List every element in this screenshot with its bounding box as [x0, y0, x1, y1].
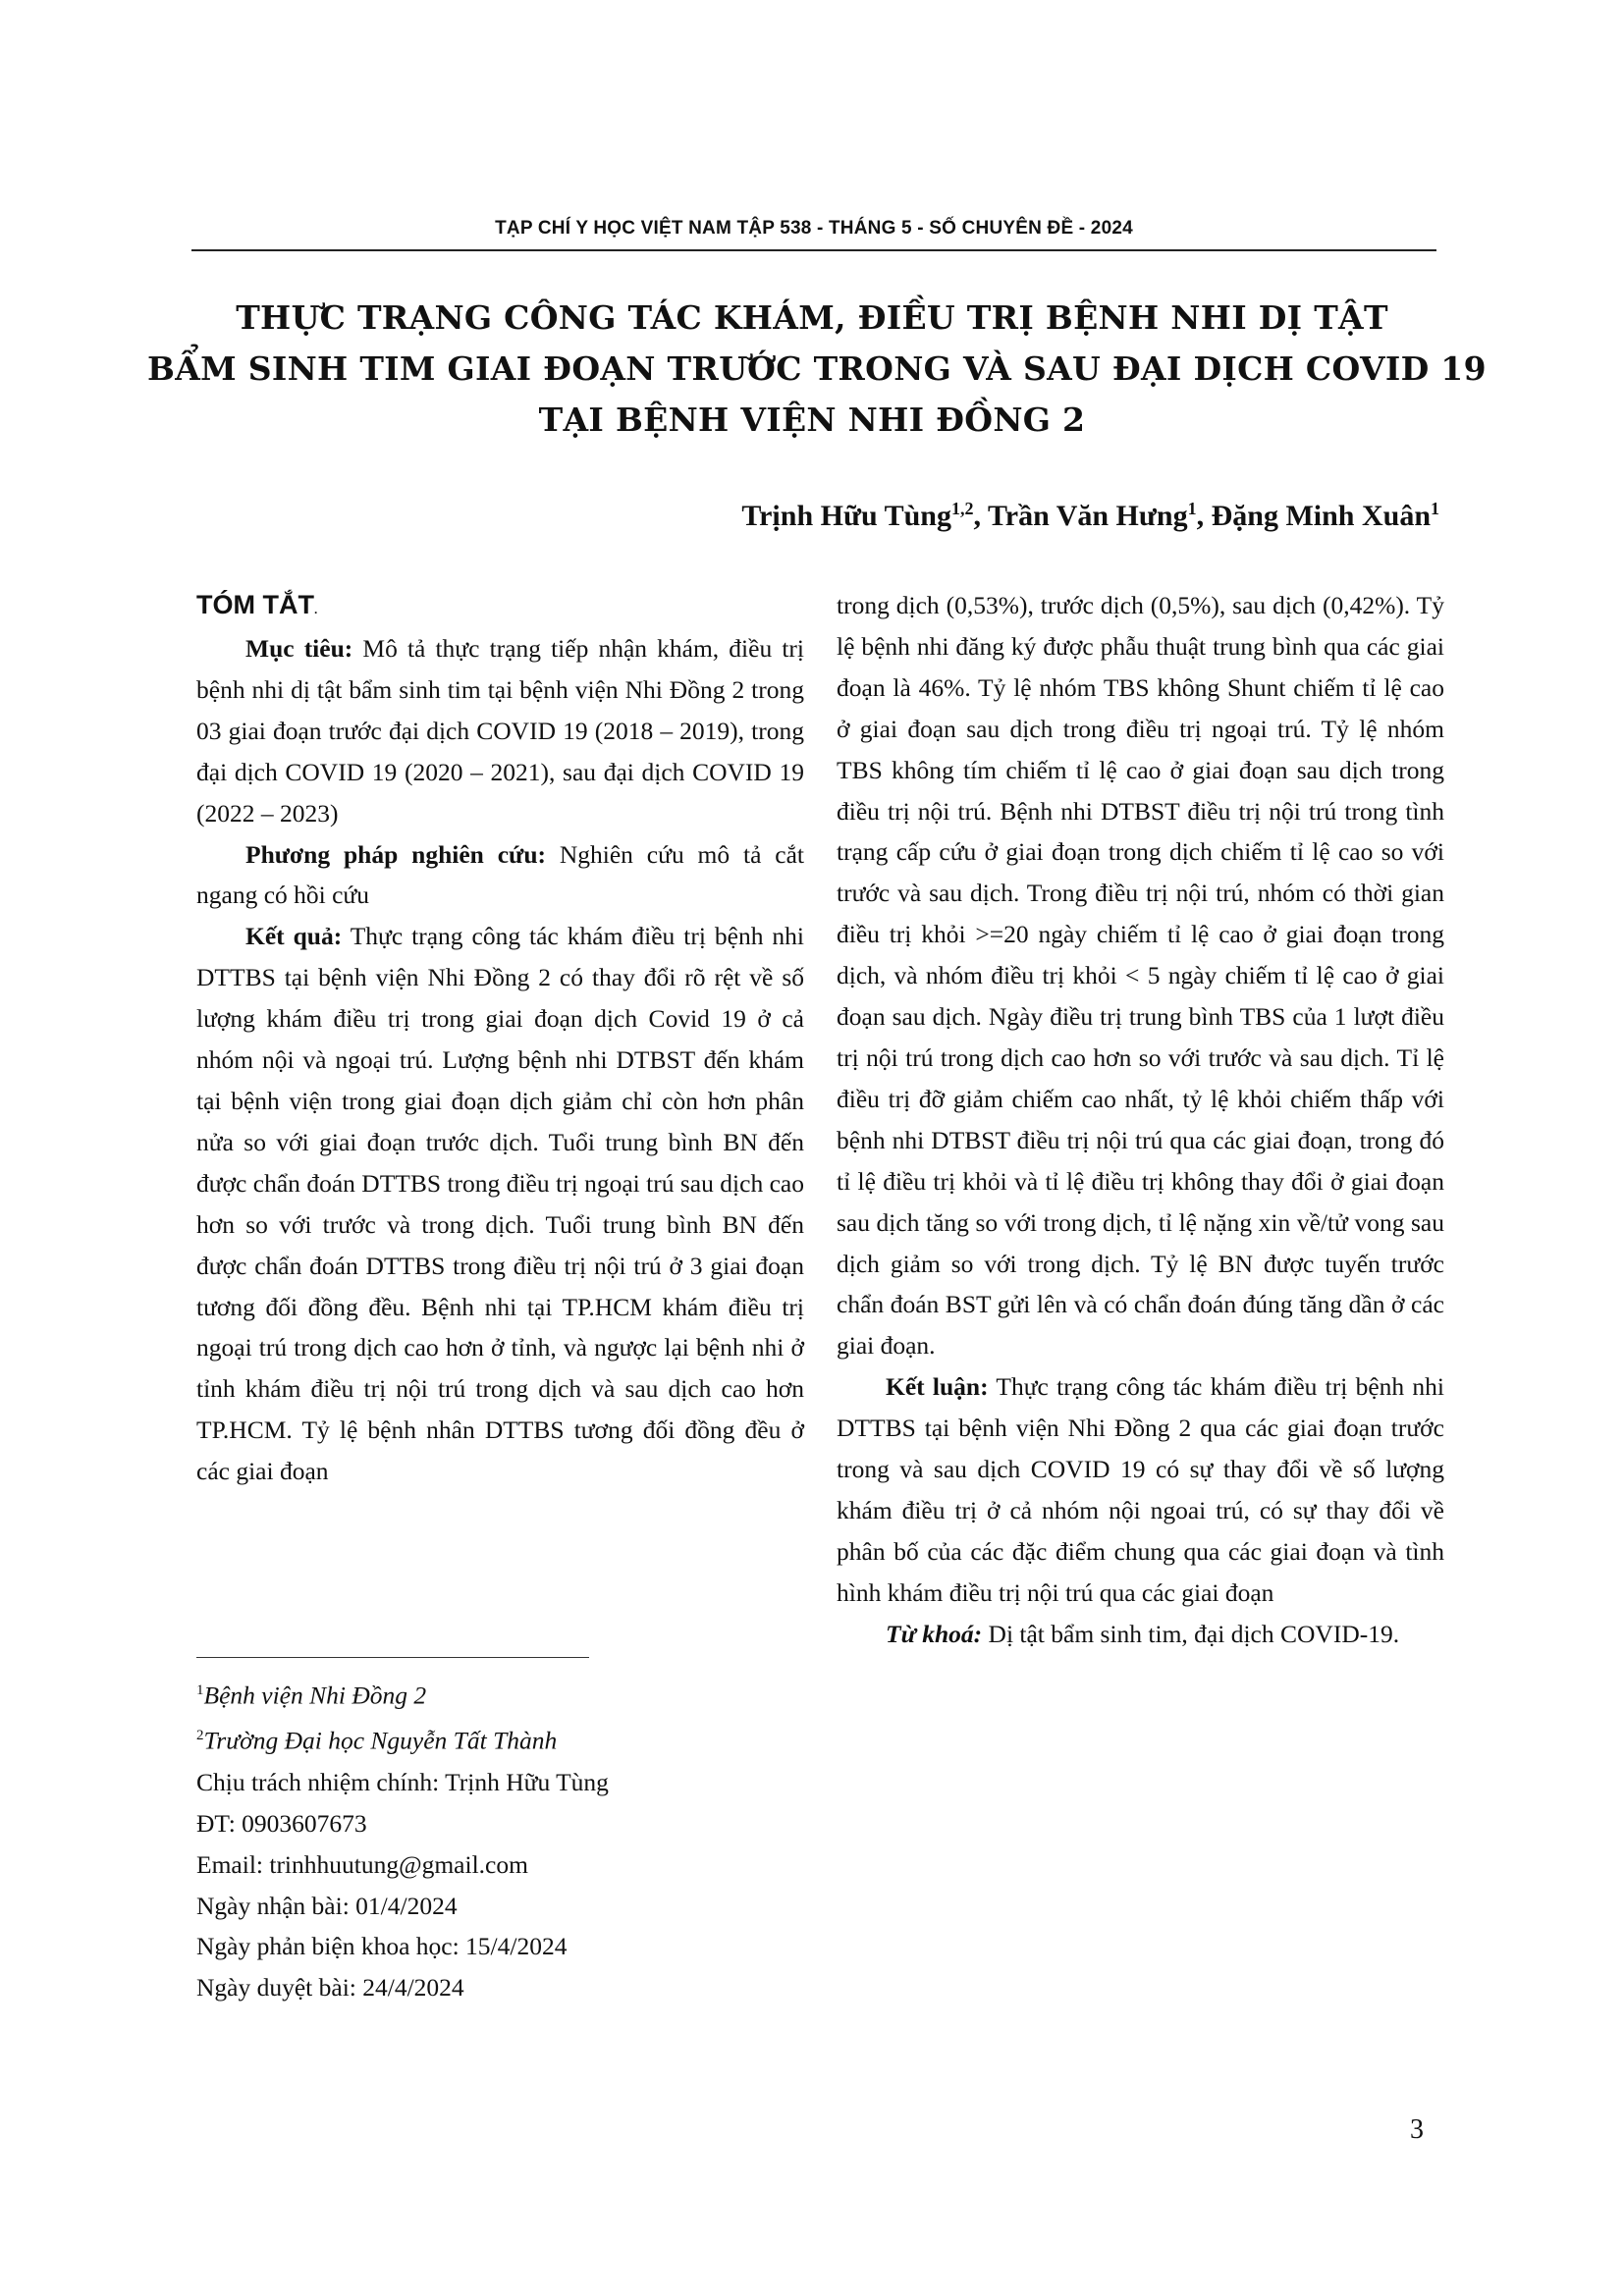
author-list	[741, 499, 1439, 533]
methods-label: Phương pháp nghiên cứu:	[245, 839, 546, 869]
author-2-affiliation: 1	[1187, 499, 1197, 518]
corresponding-author: Chịu trách nhiệm chính: Trịnh Hữu Tùng	[196, 1767, 609, 1796]
abstract-heading-text: TÓM TẮT	[196, 590, 314, 619]
title-line-2: BẨM SINH TIM GIAI ĐOẠN TRƯỚC TRONG VÀ SAU ĐẠI DỊCH COVID 19	[147, 349, 1487, 388]
author-separator: ,	[973, 500, 988, 532]
results-continued: trong dịch (0,53%), trước dịch (0,5%), sau dịch (0,42%). Tỷ lệ bệnh nhi đăng ký được phẫu thuật trung bình qua các giai đoạn là 46%. Tỷ lệ nhóm TBS không Shunt chiếm tỉ lệ cao ở giai đoạn sau dịch trong điều trị ngoại trú. Tỷ lệ nhóm TBS không tím chiếm tỉ lệ cao ở giai đoạn sau dịch trong điều trị nội trú. Bệnh nhi DTBST điều trị nội trú trong tình trạng cấp cứu ở giai đoạn trong dịch chiếm tỉ lệ cao so với trước và sau dịch. Trong điều trị nội trú, nhóm có thời gian điều trị khỏi >=20 ngày chiếm tỉ lệ cao ở giai đoạn trong dịch, và nhóm điều trị khỏi < 5 ngày chiếm tỉ lệ cao ở giai đoạn sau dịch. Ngày điều trị trung bình TBS của 1 lượt điều trị nội trú trong dịch cao hơn so với trước và sau dịch. Tỉ lệ điều trị đỡ giảm chiếm cao nhất, tỷ lệ khỏi chiếm thấp với bệnh nhi DTBST điều trị nội trú qua các giai đoạn, trong đó tỉ lệ điều trị khỏi và tỉ lệ điều trị không thay đổi ở giai đoạn sau dịch tăng so với trong dịch, tỉ lệ nặng xin về/tử vong sau dịch giảm so với trong dịch. Tỷ lệ BN được tuyến trước chẩn đoán BST gửi lên và có chẩn đoán đúng tăng dần ở các giai đoạn.	[837, 591, 1444, 1361]
affiliation-1-mark: 1	[196, 1682, 204, 1698]
abstract-heading-mark: .	[313, 603, 318, 616]
page-number: 3	[1410, 2114, 1424, 2145]
running-header: TẠP CHÍ Y HỌC VIỆT NAM TẬP 538 - THÁNG 5 - SỐ CHUYÊN ĐỀ - 2024	[495, 218, 1133, 239]
review-date: Ngày phản biện khoa học: 15/4/2024	[196, 1932, 568, 1961]
conclusion-label: Kết luận:	[886, 1372, 989, 1402]
author-separator: ,	[1196, 500, 1212, 532]
affiliation-1	[196, 1671, 804, 1716]
results-text: Thực trạng công tác khám điều trị bệnh nhi DTTBS tại bệnh viện Nhi Đồng 2 có thay đổi rõ rệt về số lượng khám điều trị trong giai đoạn dịch Covid 19 ở cả nhóm nội và ngoại trú. Lượng bệnh nhi DTBST đến khám tại bệnh viện trong giai đoạn dịch giảm chỉ còn hơn phân nửa so với giai đoạn trước dịch. Tuổi trung bình BN đến được chẩn đoán DTTBS trong điều trị ngoại trú sau dịch cao hơn so với trước và trong dịch. Tuổi trung bình BN đến được chẩn đoán DTTBS trong điều trị nội trú ở 3 giai đoạn tương đối đồng đều. Bệnh nhi tại TP.HCM khám điều trị ngoại trú trong dịch cao hơn ở tỉnh, và ngược lại bệnh nhi ở tỉnh khám điều trị nội trú trong dịch và sau dịch cao hơn TP.HCM. Tỷ lệ bệnh nhân DTTBS tương đối đồng đều ở các giai đoạn	[196, 922, 804, 1486]
affiliation-2-mark: 2	[196, 1728, 204, 1744]
conclusion-paragraph	[837, 1366, 1444, 1613]
footnotes	[196, 1671, 804, 2008]
author-1-name: Trịnh Hữu Tùng	[741, 500, 951, 532]
affiliation-1-text: Bệnh viện Nhi Đồng 2	[203, 1681, 427, 1710]
title-line-3: TẠI BỆNH VIỆN NHI ĐỒNG 2	[538, 400, 1086, 439]
objective-text: Mô tả thực trạng tiếp nhận khám, điều trị bệnh nhi dị tật bẩm sinh tim tại bệnh viện Nhi Đồng 2 trong 03 giai đoạn trước đại dịch COVID 19 (2018 – 2019), trong đại dịch COVID 19 (2020 – 2021), sau đại dịch COVID 19 (2022 – 2023)	[196, 634, 804, 828]
author-3-name: Đặng Minh Xuân	[1211, 500, 1431, 532]
conclusion-text: Thực trạng công tác khám điều trị bệnh nhi DTTBS tại bệnh viện Nhi Đồng 2 qua các giai đoạn trước trong và sau dịch COVID 19 có sự thay đổi về số lượng khám điều trị ở cả nhóm nội ngoai trú, có sự thay đổi về phân bố của các đặc điểm chung qua các giai đoạn và tình hình khám điều trị nội trú qua các giai đoạn	[837, 1372, 1445, 1607]
methods-text: Nghiên cứu mô tả cắt ngang có hồi cứu	[196, 839, 804, 910]
results-label: Kết quả:	[245, 922, 343, 951]
author-1-affiliation: 1,2	[951, 499, 974, 518]
title-line-1: THỰC TRẠNG CÔNG TÁC KHÁM, ĐIỀU TRỊ BỆNH NHI DỊ TẬT	[236, 298, 1388, 337]
abstract-heading	[196, 585, 804, 628]
accepted-date: Ngày duyệt bài: 24/4/2024	[196, 1973, 464, 2002]
email: Email: trinhhuutung@gmail.com	[196, 1849, 528, 1879]
methods-paragraph	[196, 834, 804, 917]
phone: ĐT: 0903607673	[196, 1808, 367, 1838]
received-date: Ngày nhận bài: 01/4/2024	[196, 1891, 458, 1920]
left-column	[196, 585, 804, 1492]
article-title	[147, 293, 1487, 446]
author-3-affiliation: 1	[1431, 499, 1439, 518]
keywords-label: Từ khoá:	[886, 1619, 983, 1648]
keywords-text: Dị tật bẩm sinh tim, đại dịch COVID-19.	[982, 1619, 1400, 1648]
footnote-rule	[196, 1657, 589, 1658]
objective-label: Mục tiêu:	[245, 634, 353, 663]
author-2-name: Trần Văn Hưng	[987, 500, 1188, 532]
keywords-paragraph	[837, 1614, 1444, 1655]
objective-paragraph	[196, 628, 804, 834]
affiliation-2-text: Trường Đại học Nguyễn Tất Thành	[203, 1726, 558, 1755]
affiliation-2	[196, 1716, 804, 1761]
results-paragraph	[196, 916, 804, 1492]
right-column	[837, 585, 1444, 1655]
header-rule	[191, 249, 1436, 251]
